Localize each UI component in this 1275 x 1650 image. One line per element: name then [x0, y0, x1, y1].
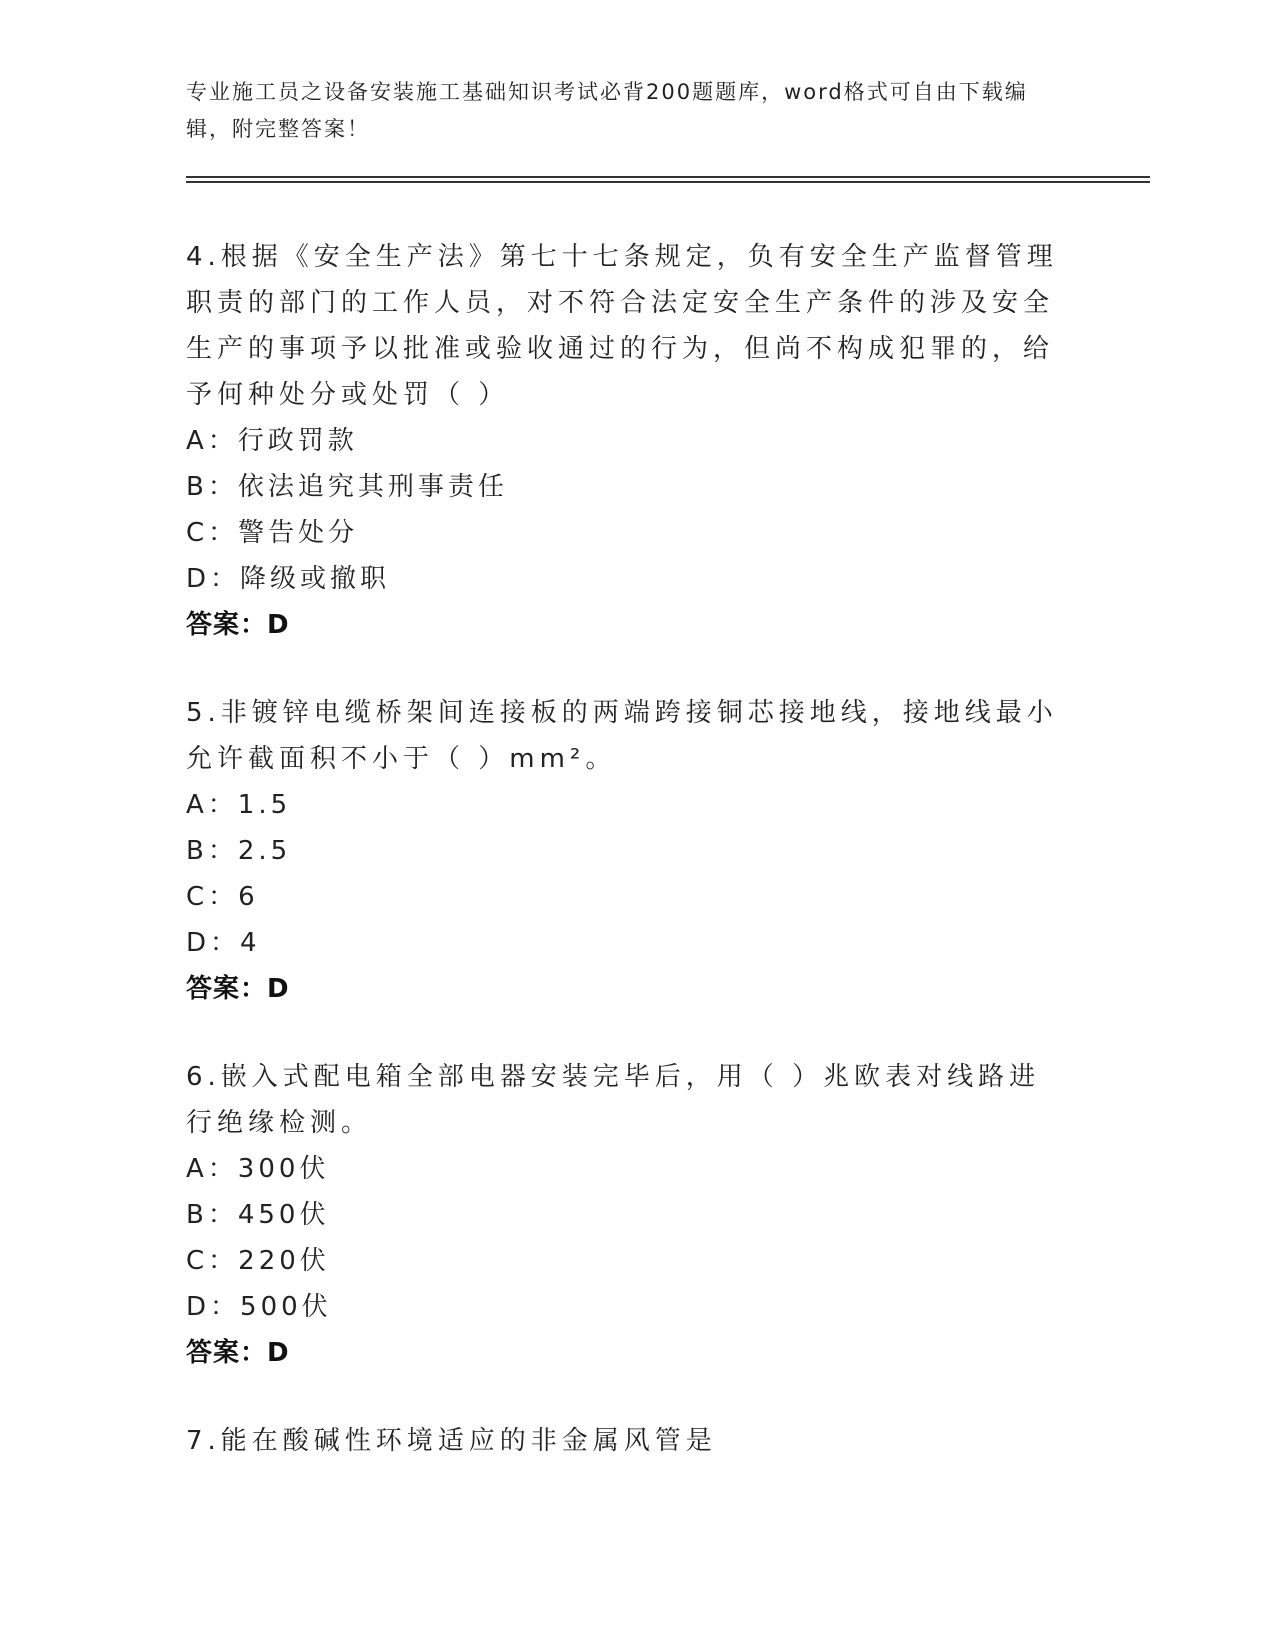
question-stem: 4.根据《安全生产法》第七十七条规定，负有安全生产监督管理职责的部门的工作人员，对不符合法定安全生产条件的涉及安全生产的事项予以批准或验收通过的行为，但尚不构成犯罪的，给予何种处分或处罚（ ）: [186, 242, 1058, 410]
question-stem: 7.能在酸碱性环境适应的非金属风管是: [186, 1426, 717, 1456]
option-d: D：降级或撤职: [186, 564, 391, 594]
document-header-title: 专业施工员之设备安装施工基础知识考试必背200题题库，word格式可自由下载编辑，附完整答案！: [186, 80, 1028, 141]
option-a: A：300伏: [186, 1154, 330, 1184]
question-stem: 5.非镀锌电缆桥架间连接板的两端跨接铜芯接地线，接地线最小允许截面积不小于（ ）mm²。: [186, 698, 1058, 774]
question-4: [186, 234, 1066, 648]
option-a: A：行政罚款: [186, 426, 358, 456]
question-7: [186, 1418, 1066, 1464]
question-5: [186, 690, 1066, 1012]
option-b: B：2.5: [186, 836, 292, 866]
option-c: C：220伏: [186, 1246, 330, 1276]
answer-label: 答案：D: [186, 974, 290, 1004]
answer-label: 答案：D: [186, 610, 290, 640]
option-b: B：450伏: [186, 1200, 330, 1230]
option-b: B：依法追究其刑事责任: [186, 472, 508, 502]
question-6: [186, 1054, 1066, 1376]
option-d: D：4: [186, 928, 261, 958]
option-d: D：500伏: [186, 1292, 332, 1322]
question-stem: 6.嵌入式配电箱全部电器安装完毕后，用（ ）兆欧表对线路进行绝缘检测。: [186, 1062, 1041, 1138]
option-a: A：1.5: [186, 790, 292, 820]
option-c: C：6: [186, 882, 259, 912]
header-divider-top: [186, 176, 1150, 178]
option-c: C：警告处分: [186, 518, 359, 548]
header-divider-bottom: [186, 181, 1150, 183]
answer-label: 答案：D: [186, 1338, 290, 1368]
